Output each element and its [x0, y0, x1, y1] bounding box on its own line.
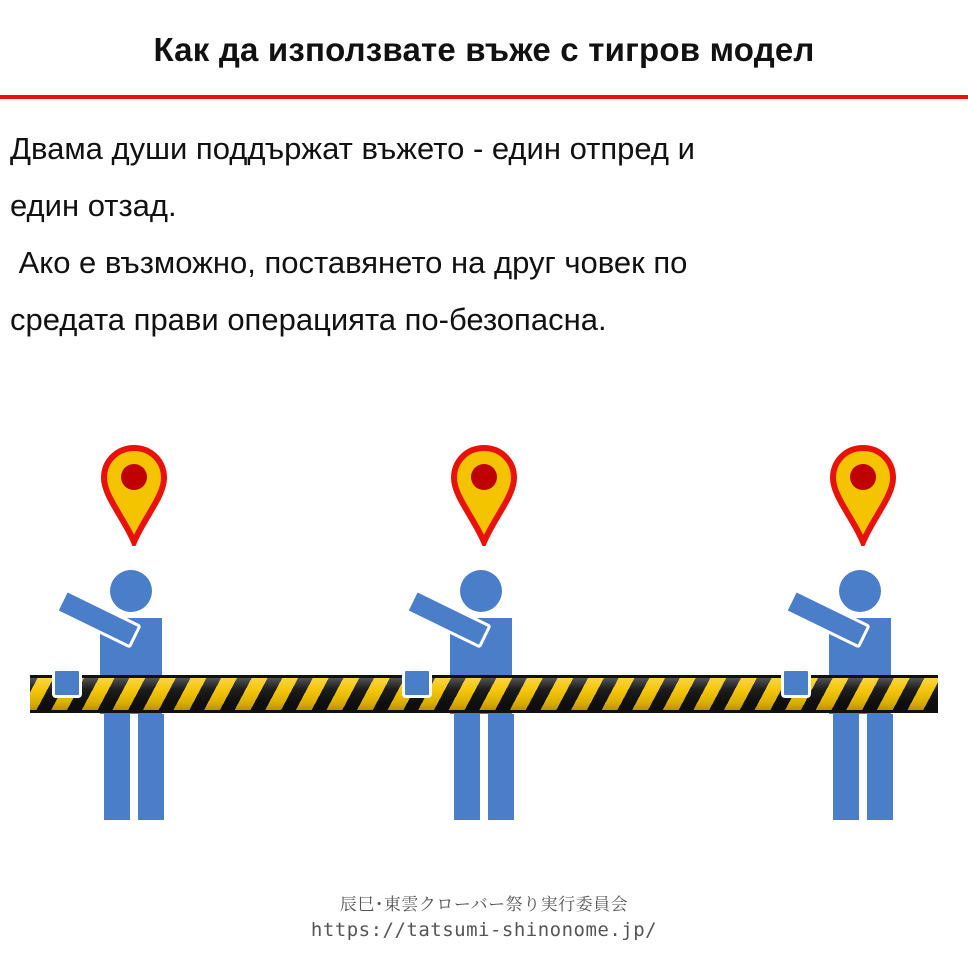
- title-divider: [0, 95, 968, 99]
- person-leg: [833, 714, 859, 820]
- body-text-block: [10, 120, 958, 348]
- footer-organization: 辰巳･東雲クローバー祭り実行委員会: [339, 895, 629, 914]
- person-leg: [454, 714, 480, 820]
- figure-back: [795, 410, 935, 820]
- body-line: средата прави операцията по-безопасна.: [10, 302, 607, 337]
- map-pin-icon: [448, 444, 520, 546]
- person-leg: [138, 714, 164, 820]
- person-head: [110, 570, 152, 612]
- body-line: Двама души поддържат въжето - един отпред и: [10, 131, 695, 166]
- footer-url[interactable]: https://tatsumi-shinonome.jp/: [310, 919, 658, 941]
- figure-front: [66, 410, 206, 820]
- person-leg: [867, 714, 893, 820]
- page-title: Как да използвате въже с тигров модел: [153, 31, 815, 68]
- person-leg: [488, 714, 514, 820]
- map-pin-icon: [827, 444, 899, 546]
- person-hand: [52, 668, 82, 698]
- body-line: един отзад.: [10, 188, 177, 223]
- person-leg: [104, 714, 130, 820]
- person-hand: [781, 668, 811, 698]
- person-head: [460, 570, 502, 612]
- person-head: [839, 570, 881, 612]
- figure-middle: [416, 410, 556, 820]
- person-hand: [402, 668, 432, 698]
- illustration: [0, 410, 968, 840]
- body-line: Ако е възможно, поставянето на друг човек по: [10, 245, 688, 280]
- footer: [0, 893, 968, 943]
- map-pin-icon: [98, 444, 170, 546]
